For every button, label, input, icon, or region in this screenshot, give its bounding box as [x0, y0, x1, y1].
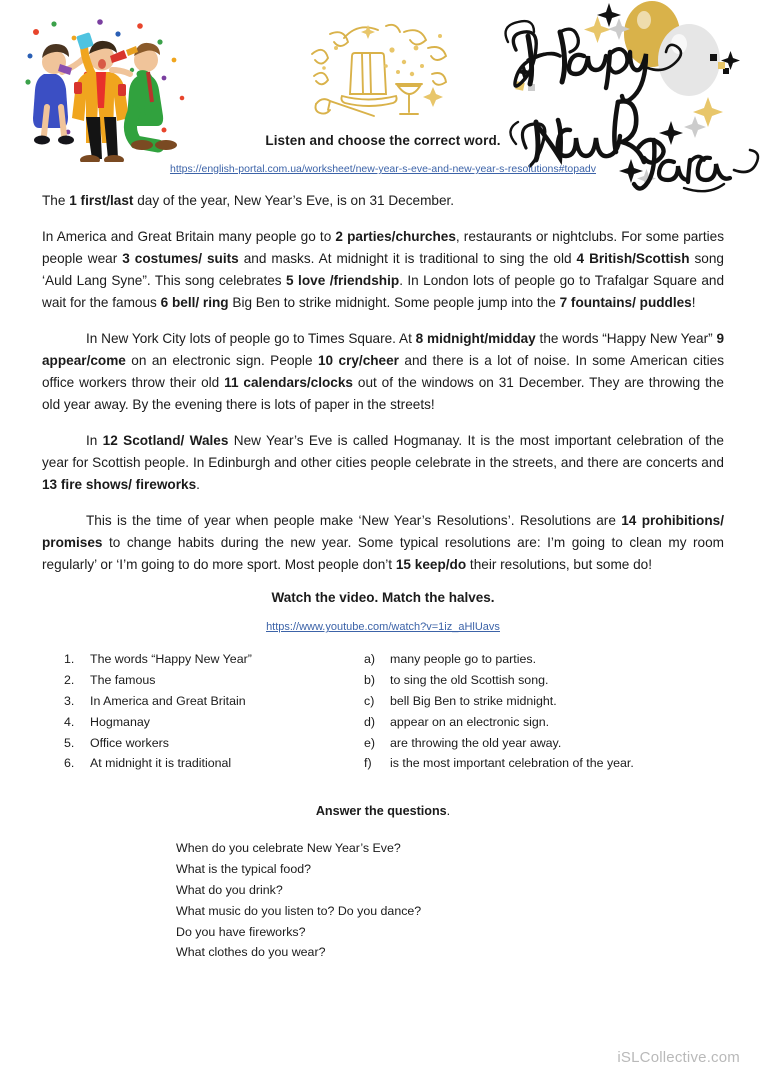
list-text: The words “Happy New Year”	[90, 652, 252, 667]
list-item[interactable]	[364, 733, 724, 754]
question-list	[42, 838, 724, 963]
list-text: In America and Great Britain	[90, 693, 246, 708]
list-item[interactable]	[64, 691, 364, 712]
list-text: appear on an electronic sign.	[390, 714, 550, 729]
answer-questions-period: .	[446, 804, 451, 819]
paragraph-3: In New York City lots of people go to Times Square. At 8 midnight/midday the words “Happy New Year” 9 appear/come on an electronic sign. People 10 cry/cheer and there is a lot of noise. In some American cities office workers throw their old 11 calendars/clocks out of the windows on 31 December. They are throwing the old year away. By the evening there is lots of paper in the streets!	[42, 331, 725, 413]
list-item[interactable]	[64, 712, 364, 733]
listen-instruction-heading: Listen and choose the correct word.	[265, 133, 501, 148]
question-item: Do you have fireworks?	[176, 924, 306, 939]
list-text: to sing the old Scottish song.	[390, 673, 549, 688]
match-left-column	[64, 649, 364, 774]
list-marker: b)	[364, 673, 376, 688]
paragraph-1: The 1 first/last day of the year, New Year’s Eve, is on 31 December.	[42, 193, 455, 208]
list-text: are throwing the old year away.	[390, 735, 562, 750]
header-artwork	[0, 0, 766, 190]
list-item[interactable]	[364, 649, 724, 670]
list-marker: c)	[364, 693, 375, 708]
list-marker: 3.	[64, 693, 75, 708]
watch-video-heading: Watch the video. Match the halves.	[271, 590, 495, 606]
paragraph-2: In America and Great Britain many people go to 2 parties/churches, restaurants or nightclubs. For some parties people wear 3 costumes/ suits and masks. At midnight it is traditional to sing the old 4 British/Scottish song ‘Auld Lang Syne”. This song celebrates 5 love /friendship. In London lots of people go to Trafalgar Square and wait for the famous 6 bell/ ring Big Ben to strike midnight. Some people jump into the 7 fountains/ puddles!	[42, 229, 725, 311]
question-item: What clothes do you wear?	[176, 945, 326, 960]
question-item: What do you drink?	[176, 882, 283, 897]
list-text: bell Big Ben to strike midnight.	[390, 693, 557, 708]
list-marker: f)	[364, 756, 372, 771]
list-marker: 6.	[64, 756, 75, 771]
answer-questions-label: Answer the questions	[315, 804, 447, 819]
answer-questions-heading	[42, 804, 724, 818]
list-item[interactable]	[364, 712, 724, 733]
question-item: When do you celebrate New Year’s Eve?	[176, 841, 401, 856]
paragraph-5: This is the time of year when people make ‘New Year’s Resolutions’. Resolutions are 14 prohibitions/ promises to change habits during the new year. Some typical resolutions are: I’m going to clean my room regularly’ or ‘I’m going to do more sport. Most people don’t 15 keep/do their resolutions, but some do!	[42, 513, 725, 573]
list-item[interactable]	[64, 670, 364, 691]
list-item[interactable]	[364, 670, 724, 691]
question-item: What music do you listen to? Do you dance?	[176, 903, 422, 918]
list-marker: d)	[364, 714, 376, 729]
list-text: is the most important celebration of the year.	[390, 756, 634, 771]
list-marker: 1.	[64, 652, 75, 667]
paragraph-4: In 12 Scotland/ Wales New Year’s Eve is called Hogmanay. It is the most important celebration of the year for Scottish people. In Edinburgh and other cities people celebrate in the streets, and there are concerts and 13 fire shows/ fireworks.	[42, 433, 724, 493]
list-marker: 2.	[64, 673, 75, 688]
list-text: At midnight it is traditional	[90, 756, 232, 771]
english-portal-link[interactable]: https://english-portal.com.ua/worksheet/new-year-s-eve-and-new-year-s-resolutions#topadv	[169, 163, 597, 175]
list-item[interactable]	[64, 733, 364, 754]
list-text: many people go to parties.	[390, 652, 537, 667]
reading-body	[42, 190, 724, 963]
youtube-link-wrap	[42, 621, 724, 633]
youtube-link[interactable]: https://www.youtube.com/watch?v=1iz_aHlUavs	[266, 621, 500, 634]
list-item[interactable]	[64, 649, 364, 670]
match-right-column	[364, 649, 724, 774]
list-marker: 4.	[64, 714, 75, 729]
list-marker: a)	[364, 652, 376, 667]
list-item[interactable]	[364, 691, 724, 712]
list-item[interactable]	[364, 753, 724, 774]
list-item[interactable]	[64, 753, 364, 774]
list-marker: e)	[364, 735, 376, 750]
list-marker: 5.	[64, 735, 75, 750]
question-item: What is the typical food?	[176, 862, 311, 877]
islcollective-watermark: iSLCollective.com	[617, 1049, 740, 1066]
list-text: Office workers	[90, 735, 169, 750]
list-text: The famous	[90, 673, 156, 688]
list-text: Hogmanay	[90, 714, 150, 729]
match-halves-section	[42, 649, 724, 774]
gold-top-hat-champagne-horn-icon	[300, 14, 480, 126]
